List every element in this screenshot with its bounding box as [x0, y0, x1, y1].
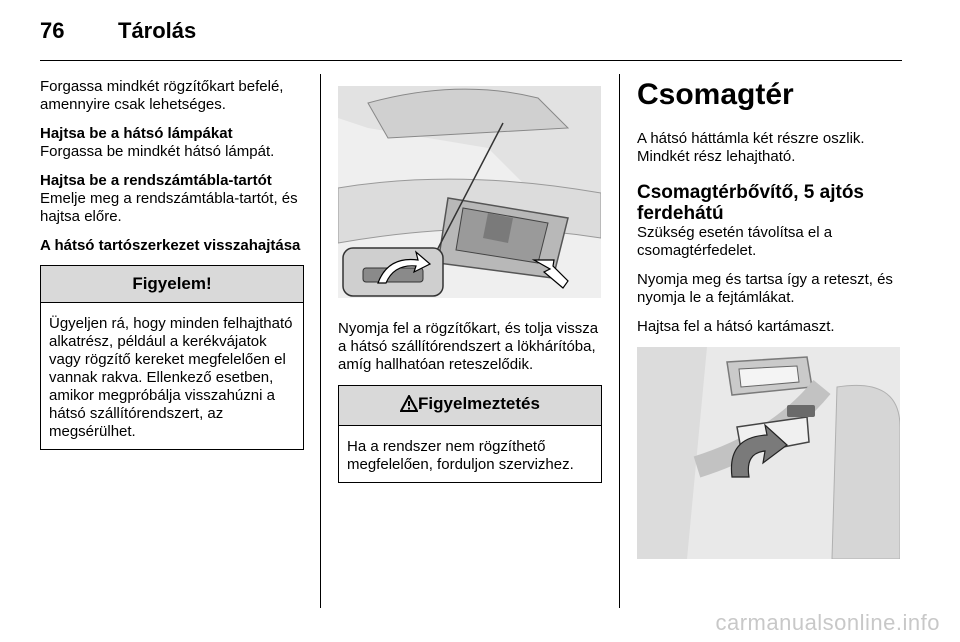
section-heading: Hajtsa be a rendszámtábla-tartót	[40, 172, 272, 189]
paragraph-press-latch: Nyomja meg és tartsa így a reteszt, és nyomja le a fejtámlákat.	[637, 271, 893, 306]
section-heading: Hajtsa be a hátsó lámpákat	[40, 125, 233, 142]
rear-carrier-illustration	[338, 78, 601, 298]
paragraph-remove-cover: Szükség esetén távolítsa el a csomagtérfedelet.	[637, 224, 833, 259]
section-heading: A hátsó tartószerkezet visszahajtása	[40, 237, 301, 254]
warning-header	[339, 386, 601, 426]
column-divider-1	[320, 74, 321, 608]
column-1	[40, 78, 304, 450]
section-plate-holder	[40, 172, 304, 226]
section-intro: A hátsó háttámla két részre oszlik. Mindkét rész lehajtható.	[637, 130, 865, 165]
column-3	[637, 78, 901, 559]
section-text: Forgassa be mindkét hátsó lámpát.	[40, 143, 275, 160]
section-tail-lights	[40, 125, 304, 161]
subsection-title: Csomagtérbővítő, 5 ajtós ferdehátú	[637, 182, 864, 224]
column-divider-2	[619, 74, 620, 608]
watermark: carmanualsonline.info	[715, 610, 940, 635]
notice-text: Ügyeljen rá, hogy minden felhajtható alkatrész, például a kerékvájatok vagy rögzítő kereket megfelelően el vannak rakva. Ellenkező esetben, amikor megpróbálja visszahúzni a hátsó szállítórendszert, az megsérülhet.	[49, 315, 293, 440]
intro-text: Forgassa mindkét rögzítőkart befelé, amennyire csak lehetséges.	[40, 78, 284, 113]
header-rule	[40, 60, 902, 61]
warning-text: Ha a rendszer nem rögzíthető megfelelően, forduljon szervizhez.	[347, 438, 574, 473]
notice-title: Figyelem!	[41, 266, 303, 303]
warning-title: Figyelmeztetés	[418, 394, 540, 413]
column-2	[338, 78, 602, 483]
warning-triangle-icon	[400, 395, 418, 416]
section-fold-back	[40, 237, 304, 255]
paragraph-armrest: Hajtsa fel a hátsó kartámaszt.	[637, 318, 835, 335]
seat-armrest-illustration	[637, 347, 900, 559]
warning-box	[338, 385, 602, 483]
section-text: Emelje meg a rendszámtábla-tartót, és hajtsa előre.	[40, 190, 298, 225]
page-number: 76	[40, 18, 65, 43]
notice-box	[40, 265, 304, 450]
section-title: Csomagtér	[637, 78, 794, 111]
page-title: Tárolás	[118, 18, 197, 43]
instruction-text: Nyomja fel a rögzítőkart, és tolja vissza a hátsó szállítórendszert a lökhárítóba, amíg hallhatóan reteszelődik.	[338, 320, 599, 373]
